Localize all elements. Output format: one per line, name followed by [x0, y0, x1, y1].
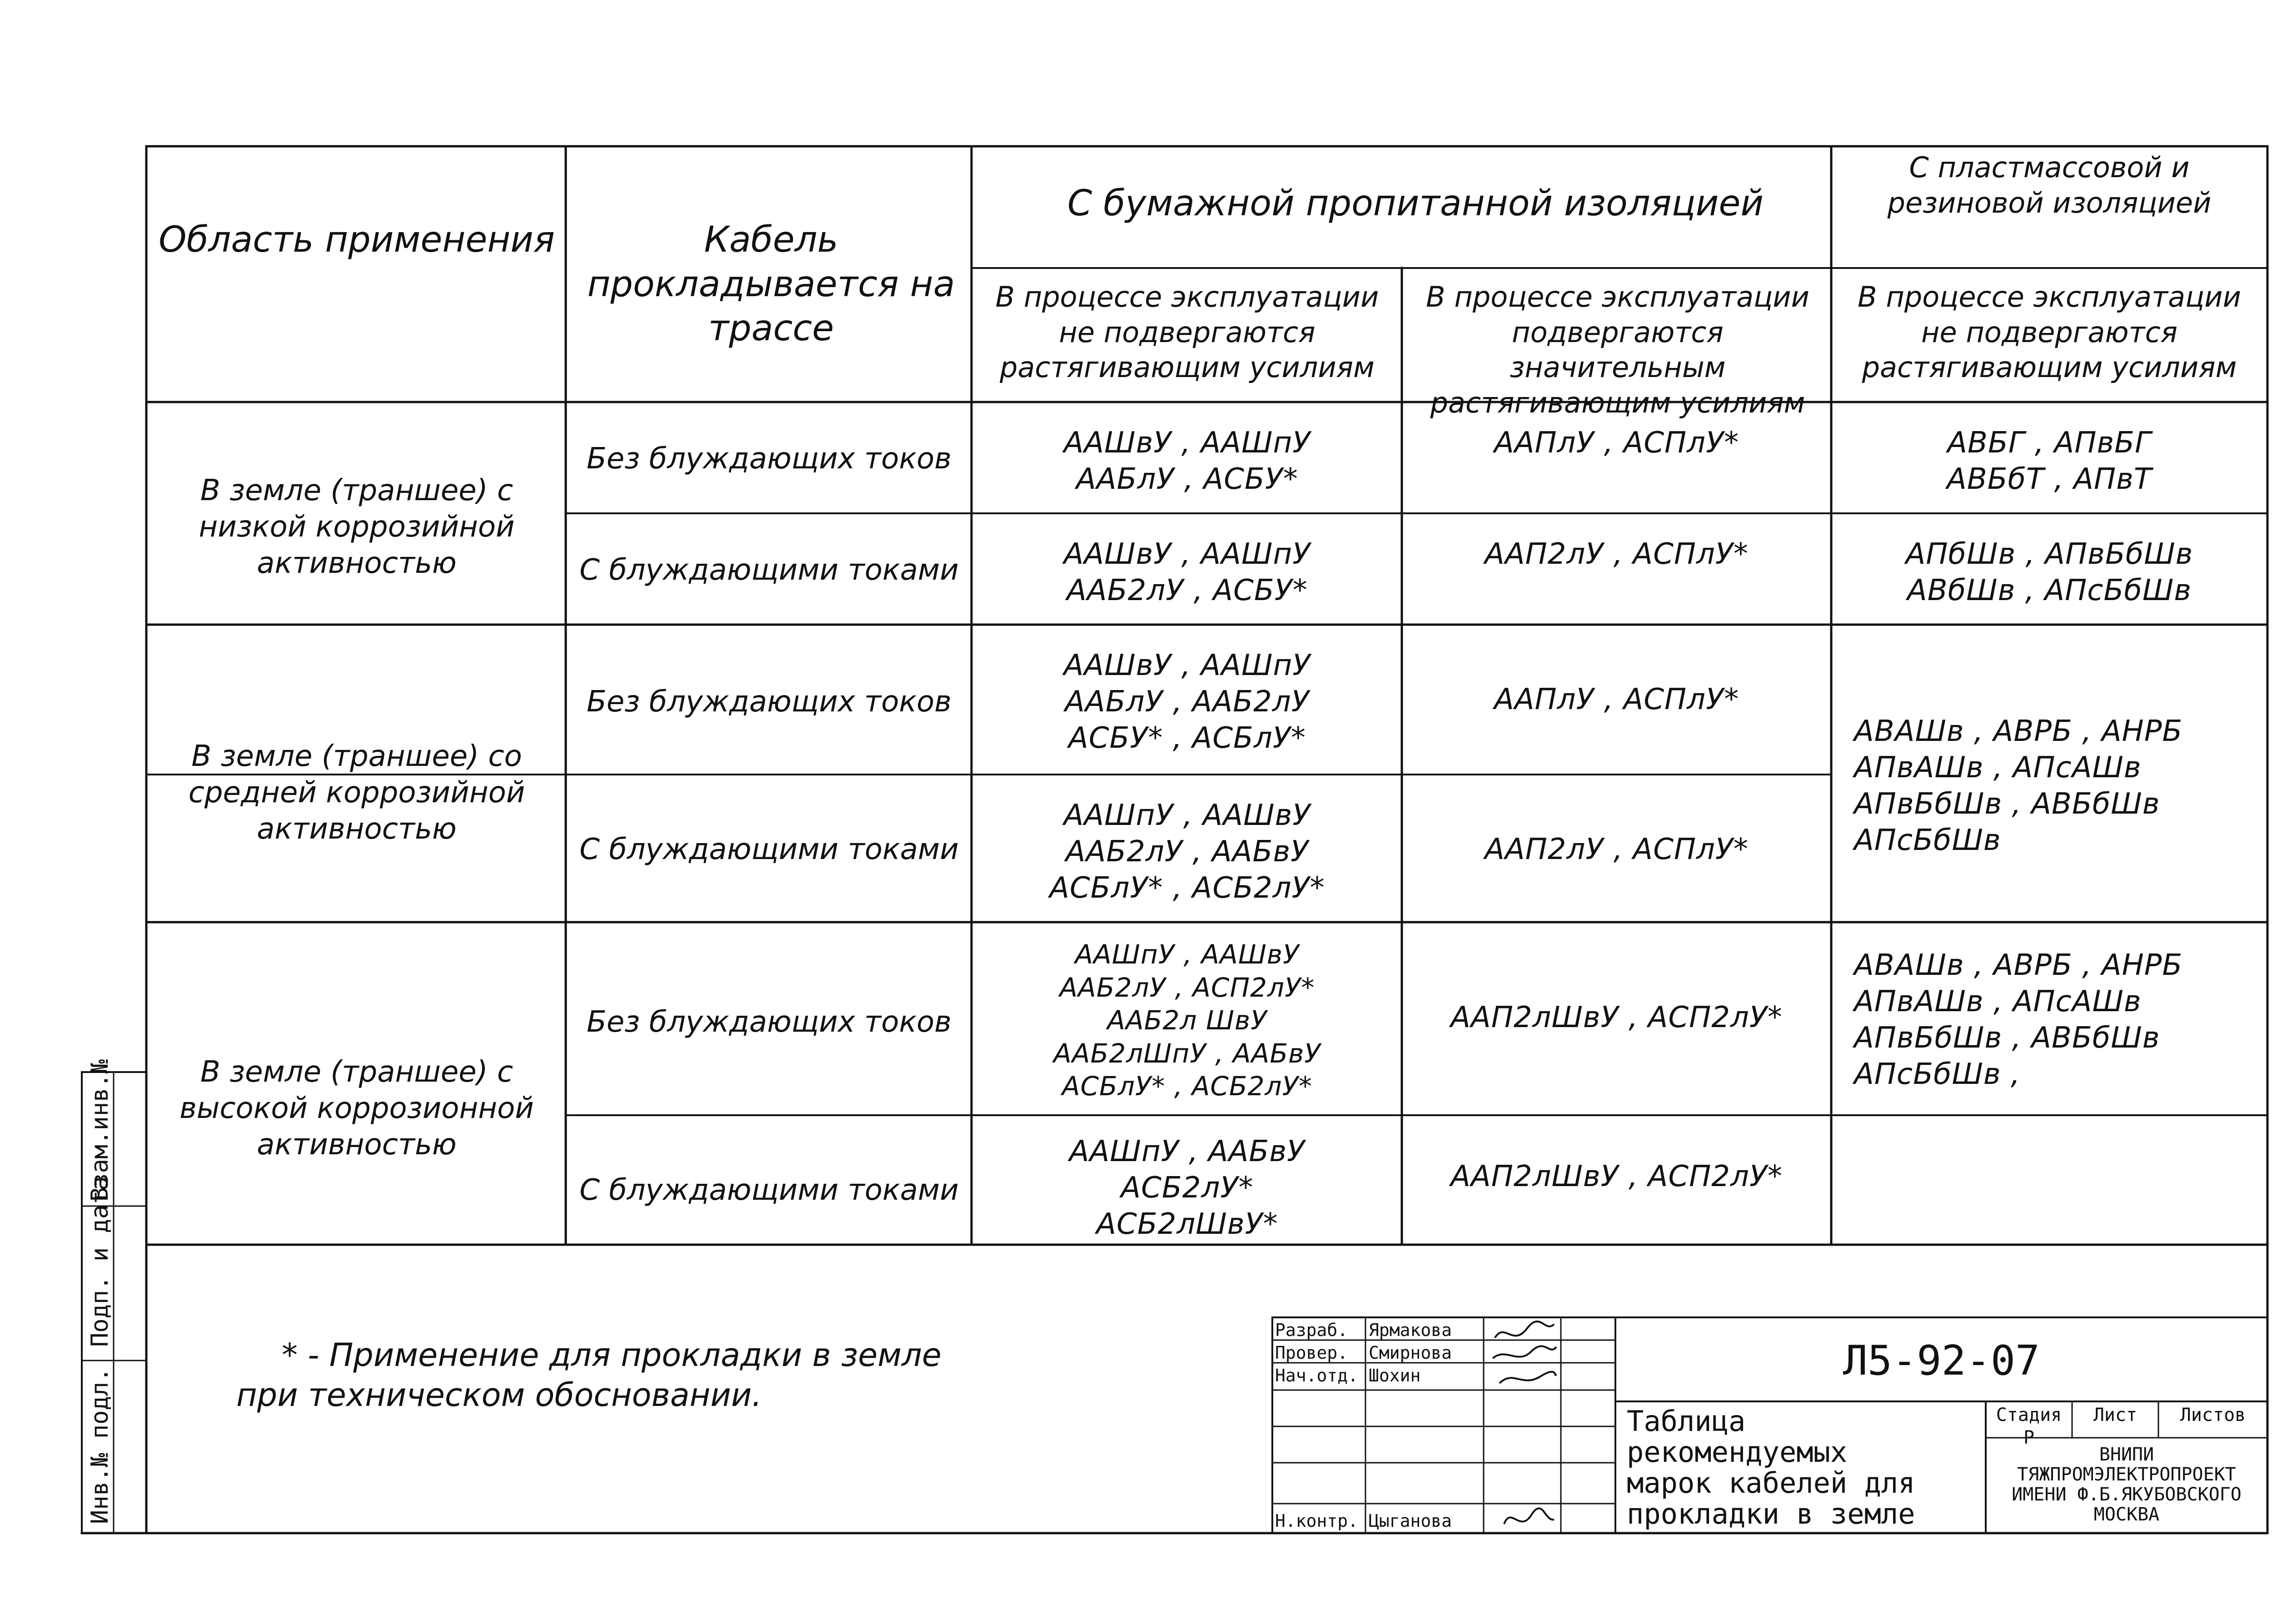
side-stamp: Взам.инв.№: [86, 1059, 114, 1202]
route-no-stray: Без блуждающих токов: [587, 442, 952, 476]
side-stamp: Подп. и дата: [86, 1176, 114, 1347]
marks-list: АПбШв , АПвБбШв АВбШв , АПсБбШв: [1905, 537, 2193, 607]
marks-list: ААШпУ , ААБвУ АСБ2лУ* АСБ2лШвУ*: [1069, 1135, 1305, 1241]
route-stray: С блуждающими токами: [579, 553, 959, 587]
route-no-stray: Без блуждающих токов: [587, 685, 952, 719]
area-low-corrosion: В земле (траншее) с низкой коррозийной активностью: [199, 474, 515, 580]
sheet-label: Лист: [2093, 1405, 2137, 1425]
marks-list: ААП2лШвУ , АСП2лУ*: [1450, 1001, 1783, 1034]
area-high-corrosion: В земле (траншее) с высокой коррозионной активностью: [179, 1055, 534, 1162]
marks-list: ААПлУ , АСПлУ*: [1494, 683, 1739, 716]
route-no-stray: Без блуждающих токов: [587, 1005, 952, 1039]
marks-list: ААП2лУ , АСПлУ*: [1485, 833, 1749, 866]
document-code: Л5-92-07: [1843, 1337, 2040, 1385]
marks-list: ААШвУ , ААШпУ ААБ2лУ , АСБУ*: [1063, 537, 1311, 607]
marks-list: ААП2лУ , АСПлУ*: [1485, 537, 1749, 571]
subheader-tension: В процессе эксплуатации подвергаются значительным растягивающим усилиям: [1426, 280, 1809, 419]
header-paper-group: С бумажной пропитанной изоляцией: [1067, 183, 1764, 224]
marks-list: АВБГ , АПвБГ АВБбТ , АПвТ: [1947, 426, 2152, 496]
marks-list: АВАШв , АВРБ , АНРБ АПвАШв , АПсАШв АПвБбШв , АВБбШв АПсБбШв ,: [1854, 949, 2183, 1091]
marks-list: ААШвУ , ААШпУ ААБлУ , ААБ2лУ АСБУ* , АСБлУ*: [1063, 649, 1311, 755]
marks-list: ААП2лШвУ , АСП2лУ*: [1450, 1160, 1783, 1193]
sheets-label: Листов: [2180, 1405, 2246, 1425]
subheader-plastic-no-tension: В процессе эксплуатации не подвергаются растягивающим усилиям: [1858, 280, 2241, 384]
route-stray: С блуждающими токами: [579, 833, 959, 866]
header-route: Кабель прокладывается на трассе: [587, 219, 955, 349]
area-medium-corrosion: В земле (траншее) со средней коррозийной активностью: [188, 740, 525, 846]
marks-list: ААПлУ , АСПлУ*: [1494, 426, 1739, 460]
marks-list: ААШвУ , ААШпУ ААБлУ , АСБУ*: [1063, 426, 1311, 496]
document-title: Таблица рекомендуемых марок кабелей для прокладки в земле: [1627, 1405, 1915, 1530]
stage-label: Стадия Р: [1996, 1405, 2062, 1448]
marks-list: АВАШв , АВРБ , АНРБ АПвАШв , АПсАШв АПвБбШв , АВБбШв АПсБбШв: [1854, 715, 2183, 857]
marks-list: ААШпУ , ААШвУ ААБ2лУ , АСП2лУ* ААБ2л ШвУ ААБ2лШпУ , ААБвУ АСБлУ* , АСБ2лУ*: [1053, 939, 1321, 1102]
signature-icon: [1486, 1320, 1559, 1533]
side-stamp: Инв.№ подл.: [86, 1367, 114, 1524]
footnote: * - Применение для прокладки в земле при техническом обосновании.: [236, 1336, 942, 1414]
title-roles: Разраб. Провер. Нач.отд. Н.контр.: [1275, 1320, 1359, 1531]
title-names: Ярмакова Смирнова Шохин Цыганова: [1369, 1320, 1452, 1531]
marks-list: ААШпУ , ААШвУ ААБ2лУ , ААБвУ АСБлУ* , АСБ2лУ*: [1049, 799, 1325, 905]
organization: ВНИПИ ТЯЖПРОМЭЛЕКТРОПРОЕКТ ИМЕНИ Ф.Б.ЯКУБОВСКОГО МОСКВА: [2012, 1444, 2242, 1525]
subheader-no-tension: В процессе эксплуатации не подвергаются растягивающим усилиям: [995, 280, 1379, 384]
header-plastic-group: С пластмассовой и резиновой изоляцией: [1887, 151, 2212, 219]
route-stray: С блуждающими токами: [579, 1173, 959, 1207]
header-area: Область применения: [159, 219, 555, 260]
